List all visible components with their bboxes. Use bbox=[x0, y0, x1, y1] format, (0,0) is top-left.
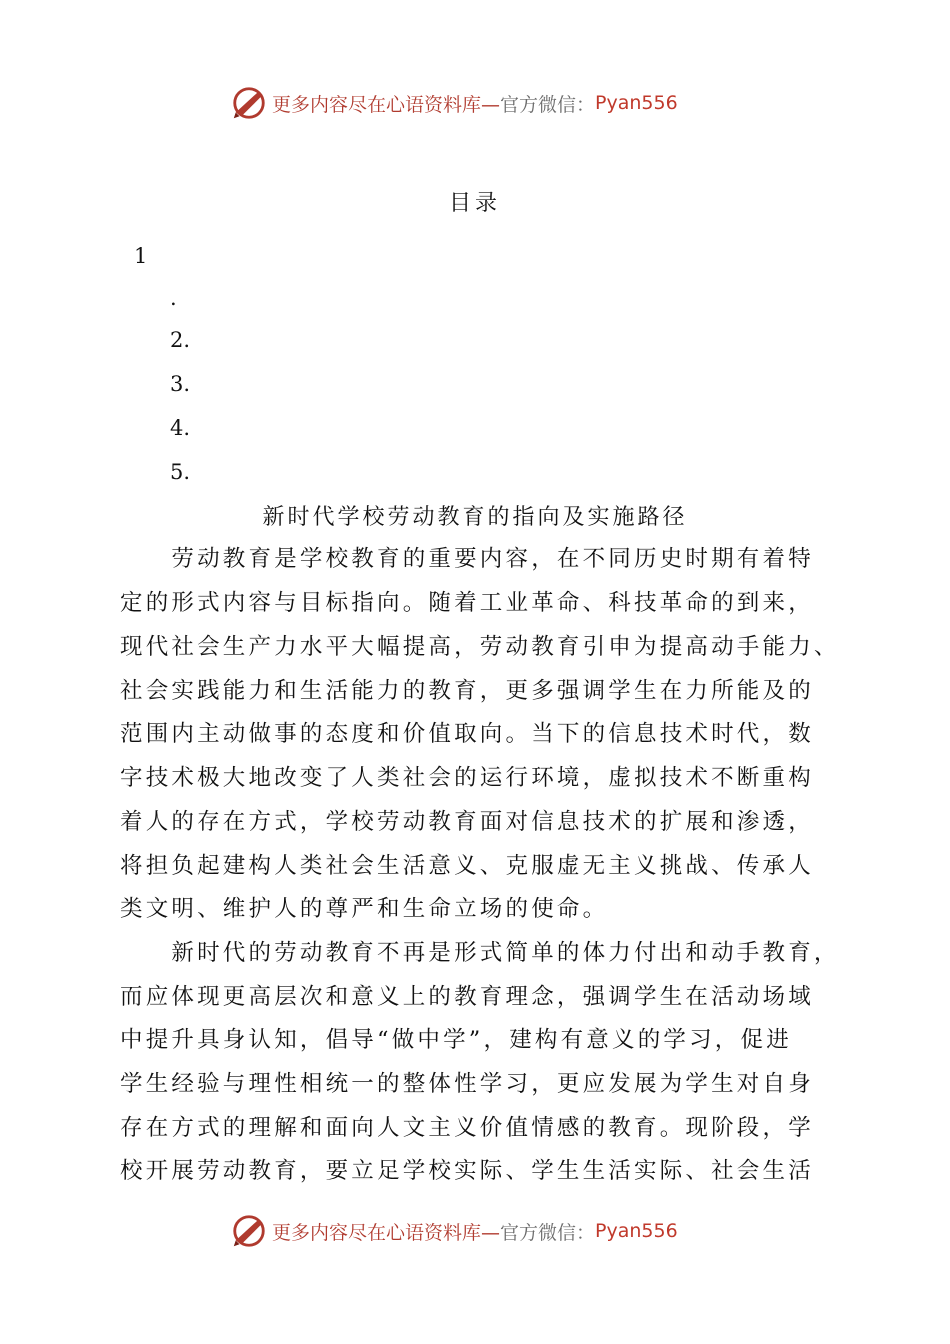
toc-item: 2. bbox=[170, 328, 191, 352]
header-banner bbox=[230, 83, 678, 123]
pen-logo-icon bbox=[230, 1212, 268, 1250]
toc-item: 1 bbox=[134, 244, 148, 268]
pen-logo-icon bbox=[230, 84, 268, 122]
toc-item: 3. bbox=[170, 372, 191, 396]
toc-item: 5. bbox=[170, 460, 191, 484]
body-line: 学生经验与理性相统一的整体性学习，更应发展为学生对自身 bbox=[120, 1071, 814, 1097]
toc-item: . bbox=[170, 286, 177, 310]
banner-main-text: 更多内容尽在心语资料库— bbox=[272, 1221, 501, 1244]
footer-banner bbox=[230, 1211, 678, 1251]
body-line: 校开展劳动教育，要立足学校实际、学生生活实际、社会生活 bbox=[120, 1158, 814, 1184]
toc-item: 4. bbox=[170, 416, 191, 440]
body-line: 字技术极大地改变了人类社会的运行环境，虚拟技术不断重构 bbox=[120, 765, 814, 791]
document-title: 新时代学校劳动教育的指向及实施路径 bbox=[262, 505, 688, 530]
body-line: 中提升具身认知，倡导“做中学”，建构有意义的学习，促进 bbox=[120, 1027, 792, 1053]
body-line: 范围内主动做事的态度和价值取向。当下的信息技术时代，数 bbox=[120, 721, 814, 747]
body-line: 着人的存在方式，学校劳动教育面对信息技术的扩展和渗透， bbox=[120, 809, 814, 835]
banner-main-text: 更多内容尽在心语资料库— bbox=[272, 93, 501, 116]
banner-wechat-label: 官方微信： bbox=[500, 1221, 596, 1244]
banner-wechat-label: 官方微信： bbox=[500, 93, 596, 116]
toc-title: 目录 bbox=[448, 191, 501, 216]
body-line: 定的形式内容与目标指向。随着工业革命、科技革命的到来， bbox=[120, 590, 814, 616]
body-line: 而应体现更高层次和意义上的教育理念，强调学生在活动场域 bbox=[120, 984, 814, 1010]
body-line: 劳动教育是学校教育的重要内容，在不同历史时期有着特 bbox=[120, 546, 814, 572]
body-line: 新时代的劳动教育不再是形式简单的体力付出和动手教育， bbox=[120, 940, 840, 966]
body-line: 存在方式的理解和面向人文主义价值情感的教育。现阶段，学 bbox=[120, 1115, 814, 1141]
banner-wechat-handle: Pyan556 bbox=[595, 1220, 678, 1242]
body-line: 类文明、维护人的尊严和生命立场的使命。 bbox=[120, 896, 609, 922]
body-line: 将担负起建构人类社会生活意义、克服虚无主义挑战、传承人 bbox=[120, 853, 814, 879]
body-line: 社会实践能力和生活能力的教育，更多强调学生在力所能及的 bbox=[120, 678, 814, 704]
banner-wechat-handle: Pyan556 bbox=[595, 92, 678, 114]
body-line: 现代社会生产力水平大幅提高，劳动教育引申为提高动手能力、 bbox=[120, 634, 840, 660]
